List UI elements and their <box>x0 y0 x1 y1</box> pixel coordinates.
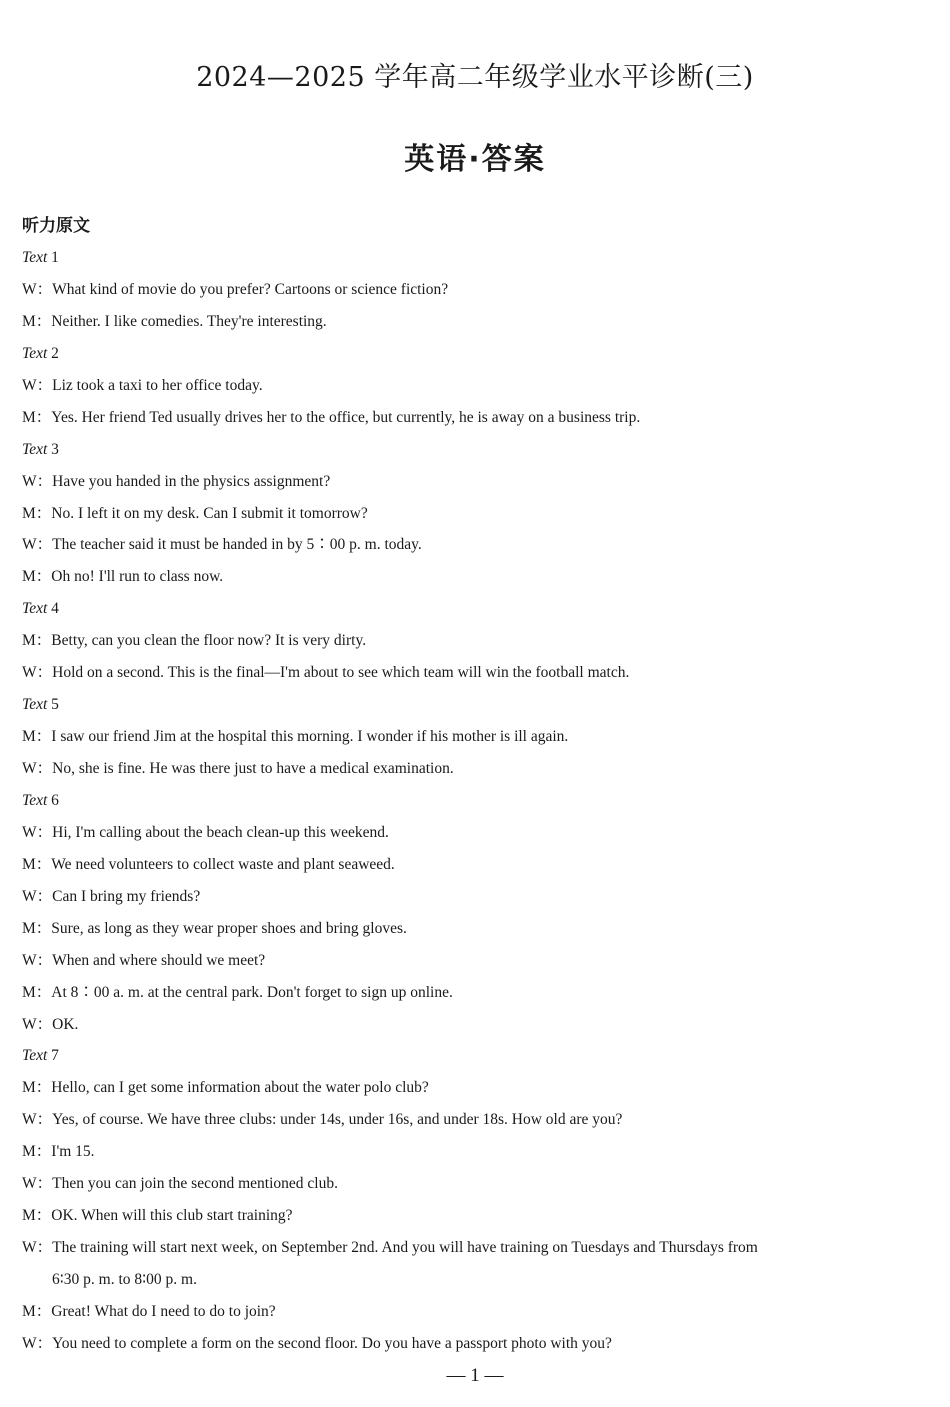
speaker-label: W： <box>22 823 53 841</box>
dialogue-text: Hi, I'm calling about the beach clean-up this weekend. <box>52 823 389 841</box>
subject-title: 英语·答案 <box>404 142 546 177</box>
text-label <box>22 338 934 370</box>
speaker-label: W： <box>22 1239 53 1257</box>
speaker-label: W： <box>22 951 53 969</box>
speaker-label: W： <box>22 664 53 682</box>
dialogue-text: Yes, of course. We have three clubs: under 14s, under 16s, and under 18s. How old are you? <box>52 1111 623 1129</box>
speaker-label: W： <box>22 760 53 777</box>
dialogue-text: Hold on a second. This is the final—I'm about to see which team will win the football match. <box>52 664 630 682</box>
dialogue-text: We need volunteers to collect waste and plant seaweed. <box>51 855 395 873</box>
dialogue-text: At 8∶00 a. m. at the central park. Don't forget to sign up online. <box>51 983 453 1001</box>
text-label-word: Text <box>22 440 48 458</box>
speaker-label: M： <box>22 1302 52 1320</box>
dialogue-line <box>22 817 934 849</box>
dialogue-text: Sure, as long as they wear proper shoes and bring gloves. <box>51 919 407 937</box>
dialogue-line <box>22 1232 934 1264</box>
text-label-number: 7 <box>51 1047 59 1065</box>
dialogue-text: The teacher said it must be handed in by 5∶00 p. m. today. <box>52 536 422 554</box>
speaker-label: W： <box>22 536 53 554</box>
dialogue-line <box>22 977 934 1009</box>
text-label-number: 1 <box>51 249 59 266</box>
dialogue-line <box>22 1296 934 1328</box>
dialogue-text: You need to complete a form on the second floor. Do you have a passport photo with you? <box>52 1334 612 1352</box>
dialogue-text: Can I bring my friends? <box>52 887 201 905</box>
dialogue-line <box>22 849 934 881</box>
speaker-label: W： <box>22 1111 53 1129</box>
text-label <box>22 593 934 625</box>
text-label-word: Text <box>22 1047 48 1065</box>
text-label-word: Text <box>22 600 48 618</box>
speaker-label: M： <box>22 728 52 746</box>
dialogue-line <box>22 498 934 530</box>
dialogue-line <box>22 753 934 785</box>
dialogue-line <box>22 1168 934 1200</box>
dialogue-text: When and where should we meet? <box>52 951 266 969</box>
speaker-label: M： <box>22 408 52 426</box>
text-label <box>22 434 934 466</box>
dialogue-text: Liz took a taxi to her office today. <box>52 376 263 394</box>
speaker-label: M： <box>22 312 52 330</box>
dialogue-line <box>22 274 934 306</box>
speaker-label: M： <box>22 1143 52 1161</box>
speaker-label: W： <box>22 280 53 298</box>
dialogue-line <box>22 881 934 913</box>
text-label <box>22 242 934 274</box>
dialogue-line <box>22 466 934 498</box>
dialogue-text: Yes. Her friend Ted usually drives her to the office, but currently, he is away on a business trip. <box>51 408 641 426</box>
text-label <box>22 689 934 721</box>
dialogue-line <box>22 529 934 561</box>
speaker-label: W： <box>22 1334 53 1352</box>
dialogue-line <box>22 1072 934 1104</box>
page-number: — 1 — <box>446 1365 504 1386</box>
text-label <box>22 785 934 817</box>
dialogue-line <box>22 657 934 689</box>
text-label-word: Text <box>22 791 48 809</box>
dialogue-line-continuation <box>22 1264 934 1296</box>
speaker-label: W： <box>22 887 53 905</box>
speaker-label: W： <box>22 1175 53 1193</box>
dialogue-text: What kind of movie do you prefer? Cartoons or science fiction? <box>52 280 449 298</box>
dialogue-text: OK. When will this club start training? <box>51 1207 293 1225</box>
speaker-label: M： <box>22 983 52 1001</box>
dialogue-text: The training will start next week, on September 2nd. And you will have training on Tuesdays and Thursdays from <box>52 1239 758 1257</box>
dialogue-text: No. I left it on my desk. Can I submit it tomorrow? <box>51 504 368 522</box>
text-label-number: 5 <box>51 696 59 714</box>
text-label-number: 6 <box>51 791 59 809</box>
section-heading: 听力原文 <box>22 216 90 236</box>
dialogue-text: No, she is fine. He was there just to have a medical examination. <box>52 760 454 777</box>
dialogue-line <box>22 625 934 657</box>
dialogue-text: 6∶30 p. m. to 8∶00 p. m. <box>52 1271 197 1288</box>
text-label-word: Text <box>22 344 48 362</box>
speaker-label: M： <box>22 855 52 873</box>
speaker-label: M： <box>22 504 52 522</box>
dialogue-line <box>22 1009 934 1041</box>
speaker-label: W： <box>22 472 53 490</box>
text-label-number: 2 <box>51 344 59 362</box>
dialogue-line <box>22 913 934 945</box>
dialogue-line <box>22 402 934 434</box>
page-title: 2024—2025 学年高二年级学业水平诊断(三) <box>196 62 754 93</box>
dialogue-line <box>22 1136 934 1168</box>
dialogue-line <box>22 945 934 977</box>
text-label-number: 3 <box>51 440 59 458</box>
dialogue-line <box>22 561 934 593</box>
speaker-label: M： <box>22 568 52 586</box>
dialogue-text: I saw our friend Jim at the hospital this morning. I wonder if his mother is ill again. <box>51 728 569 746</box>
speaker-label: M： <box>22 1079 52 1097</box>
dialogue-text: Hello, can I get some information about the water polo club? <box>51 1079 429 1097</box>
dialogue-line <box>22 1104 934 1136</box>
speaker-label: M： <box>22 1207 52 1225</box>
dialogue-text: Neither. I like comedies. They're interesting. <box>51 312 327 330</box>
speaker-label: W： <box>22 376 53 394</box>
text-label-word: Text <box>22 696 48 714</box>
dialogue-line <box>22 1328 934 1360</box>
dialogue-line <box>22 721 934 753</box>
dialogue-text: Oh no! I'll run to class now. <box>51 568 224 586</box>
dialogue-text: Great! What do I need to do to join? <box>51 1302 276 1320</box>
dialogue-text: OK. <box>52 1015 79 1033</box>
listening-transcript <box>22 242 934 1360</box>
dialogue-text: I'm 15. <box>51 1143 95 1161</box>
speaker-label: W： <box>22 1015 53 1033</box>
dialogue-text: Have you handed in the physics assignment? <box>52 472 331 490</box>
dialogue-text: Then you can join the second mentioned club. <box>52 1175 338 1193</box>
dialogue-line <box>22 306 934 338</box>
text-label-word: Text <box>22 249 48 266</box>
speaker-label: M： <box>22 919 52 937</box>
speaker-label: M： <box>22 632 52 650</box>
text-label <box>22 1040 934 1072</box>
dialogue-text: Betty, can you clean the floor now? It is very dirty. <box>51 632 367 650</box>
text-label-number: 4 <box>51 600 59 618</box>
dialogue-line <box>22 1200 934 1232</box>
dialogue-line <box>22 370 934 402</box>
